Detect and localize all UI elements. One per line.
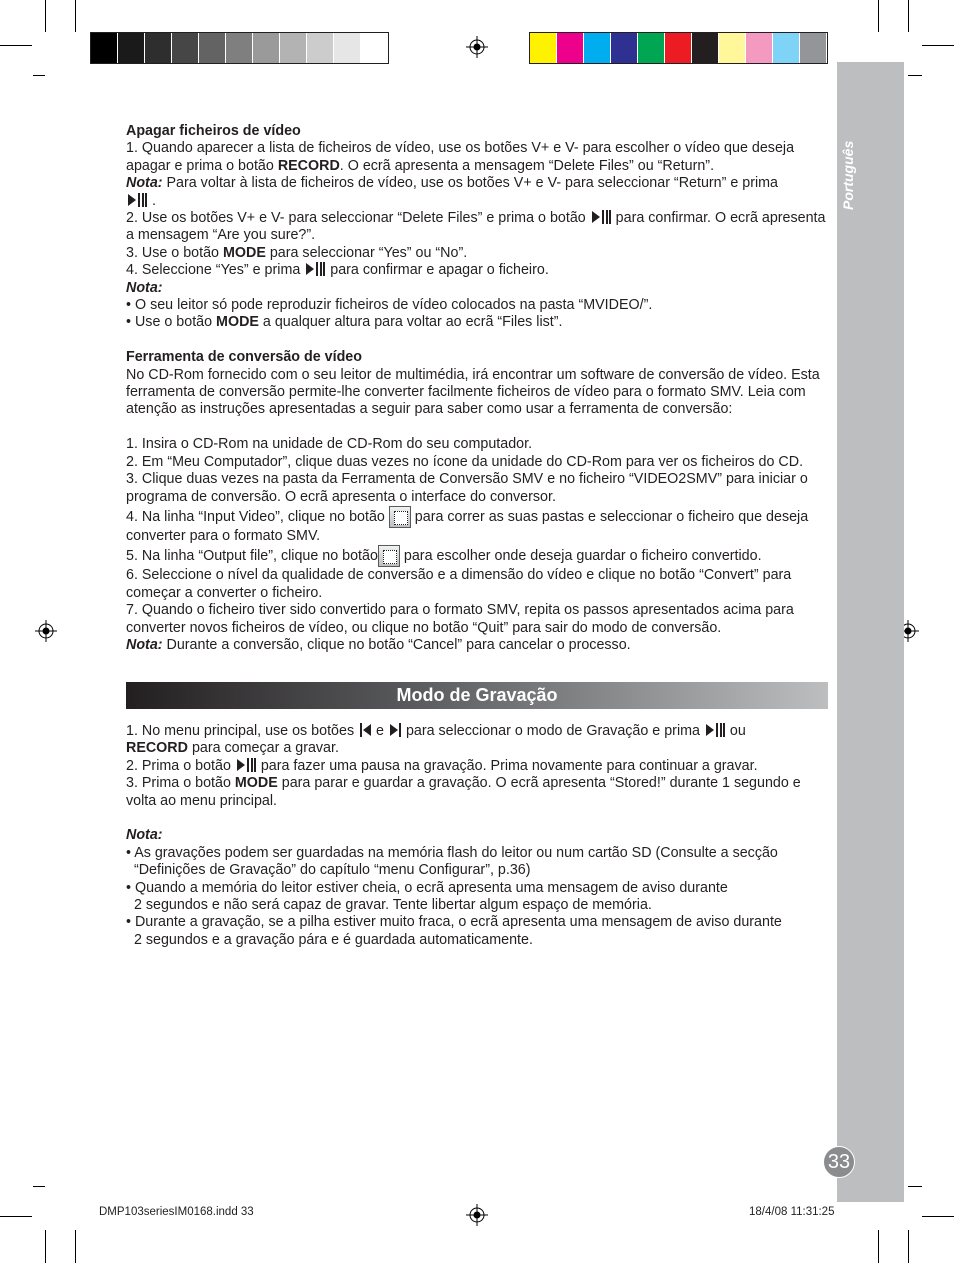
paragraph: 3. Use o botão MODE para seleccionar “Yes” ou “No”.	[126, 244, 468, 261]
crop-mark	[922, 45, 954, 46]
paragraph: 3. Prima o botão MODE para parar e guardar a gravação. O ecrã apresenta “Stored!” durante 1 segundo e volta ao menu principal.	[126, 775, 801, 809]
color-swatch	[665, 33, 692, 63]
paragraph: 1. Quando aparecer a lista de ficheiros de vídeo, use os botões V+ e V- para escolher o vídeo que deseja apagar e prima o botão RECORD. O ecrã apresenta a mensagem “Delete Files” ou “Return”.	[126, 140, 795, 174]
play-pause-icon	[704, 723, 726, 737]
crop-mark	[908, 0, 909, 32]
color-swatch	[118, 33, 145, 63]
color-swatch	[91, 33, 118, 63]
play-pause-icon	[235, 758, 257, 772]
language-sidebar	[837, 62, 904, 1202]
footer-datetime: 18/4/08 11:31:25	[749, 1206, 835, 1218]
play-pause-icon	[304, 262, 326, 276]
crop-mark	[908, 1230, 909, 1263]
color-swatch	[307, 33, 334, 63]
paragraph: 1. No menu principal, use os botões e para seleccionar o modo de Gravação e prima ou RECORD para começar a gravar.	[126, 723, 746, 757]
paragraph: 1. Insira o CD-Rom na unidade de CD-Rom do seu computador.	[126, 436, 533, 453]
registration-mark-icon	[35, 620, 57, 642]
color-swatch	[253, 33, 280, 63]
paragraph: 7. Quando o ficheiro tiver sido convertido para o formato SMV, repita os passos apresentados acima para converter novos ficheiros de vídeo, ou clique no botão “Quit” para sair do modo de conversão.	[126, 602, 794, 636]
process-color-bar	[529, 32, 828, 64]
browse-button-icon	[389, 506, 411, 528]
paragraph: 5. Na linha “Output file”, clique no botão para escolher onde deseja guardar o ficheiro convertido.	[126, 545, 828, 567]
registration-mark-icon	[466, 1204, 488, 1226]
crop-mark	[33, 1186, 45, 1187]
note-label: Nota:	[126, 827, 163, 844]
color-swatch	[226, 33, 253, 63]
paragraph: No CD-Rom fornecido com o seu leitor de multimédia, irá encontrar um software de conversão de vídeo. Esta ferramenta de conversão permite-lhe converter facilmente ficheiros de vídeo para o formato SMV. Leia com atenção as instruções apresentadas a seguir para saber como usar a ferramenta de conversão:	[126, 366, 820, 418]
color-swatch	[692, 33, 719, 63]
color-swatch	[557, 33, 584, 63]
crop-mark	[75, 1230, 76, 1263]
section-heading: Apagar ficheiros de vídeo	[126, 123, 301, 139]
paragraph: 3. Clique duas vezes na pasta da Ferramenta de Conversão SMV e no ficheiro “VIDEO2SMV” para iniciar o programa de conversão. O ecrã apresenta o interface do conversor.	[126, 471, 808, 505]
color-swatch	[145, 33, 172, 63]
color-swatch	[199, 33, 226, 63]
recording-text	[126, 723, 828, 949]
color-swatch	[638, 33, 665, 63]
language-label: Português	[840, 140, 856, 210]
paragraph: 4. Na linha “Input Video”, clique no botão para correr as suas pastas e seleccionar o ficheiro que deseja converter para o formato SMV.	[126, 506, 828, 545]
play-pause-icon	[126, 193, 148, 207]
note-label: Nota:	[126, 279, 163, 296]
paragraph: 6. Seleccione o nível da qualidade de conversão e a dimensão do vídeo e clique no botão “Convert” para começar a converter o ficheiro.	[126, 567, 792, 601]
color-swatch	[584, 33, 611, 63]
crop-mark	[33, 75, 45, 76]
bullet: • O seu leitor só pode reproduzir ficheiros de vídeo colocados na pasta “MVIDEO/”.	[126, 297, 653, 314]
crop-mark	[45, 0, 46, 32]
footer-filename: DMP103seriesIM0168.indd 33	[99, 1206, 254, 1218]
color-swatch	[719, 33, 746, 63]
color-swatch	[172, 33, 199, 63]
crop-mark	[0, 45, 32, 46]
crop-mark	[75, 0, 76, 32]
crop-mark	[0, 1216, 32, 1217]
section-heading: Ferramenta de conversão de vídeo	[126, 349, 362, 366]
section-banner: Modo de Gravação	[126, 682, 828, 709]
browse-button-icon	[378, 545, 400, 567]
color-swatch	[746, 33, 773, 63]
crop-mark	[45, 1230, 46, 1263]
color-swatch	[361, 33, 388, 63]
previous-icon	[358, 723, 372, 737]
crop-mark	[908, 1186, 922, 1187]
bullet: • Use o botão MODE a qualquer altura para voltar ao ecrã “Files list”.	[126, 314, 563, 331]
bullet: • As gravações podem ser guardadas na memória flash do leitor ou num cartão SD (Consulte a secção “Definições de Gravação” do capítulo “menu Configurar”, p.36)	[126, 844, 778, 879]
crop-mark	[878, 1230, 879, 1263]
crop-mark	[908, 75, 922, 76]
color-swatch	[334, 33, 361, 63]
main-text	[126, 123, 828, 654]
play-pause-icon	[590, 210, 612, 224]
crop-mark	[878, 0, 879, 32]
paragraph: 2. Use os botões V+ e V- para seleccionar “Delete Files” e prima o botão para confirmar. O ecrã apresenta a mensagem “Are you sure?”.	[126, 210, 826, 244]
color-swatch	[773, 33, 800, 63]
color-swatch	[530, 33, 557, 63]
paragraph: 2. Prima o botão para fazer uma pausa na gravação. Prima novamente para continuar a gravar.	[126, 757, 758, 774]
note: Nota: Durante a conversão, clique no botão “Cancel” para cancelar o processo.	[126, 636, 631, 653]
paragraph: 4. Seleccione “Yes” e prima para confirmar e apagar o ficheiro.	[126, 262, 549, 279]
color-swatch	[611, 33, 638, 63]
note: Nota: Para voltar à lista de ficheiros de vídeo, use os botões V+ e V- para seleccionar “Return” e prima .	[126, 175, 779, 209]
color-swatch	[280, 33, 307, 63]
bullet: • Quando a memória do leitor estiver cheia, o ecrã apresenta uma mensagem de aviso durante 2 segundos e não será capaz de gravar. Tente libertar algum espaço de memória.	[126, 879, 728, 914]
crop-mark	[922, 1216, 954, 1217]
page-number: 33	[823, 1146, 855, 1178]
registration-mark-icon	[466, 36, 488, 58]
bullet: • Durante a gravação, se a pilha estiver muito fraca, o ecrã apresenta uma mensagem de aviso durante 2 segundos e a gravação pára e é guardada automaticamente.	[126, 914, 782, 948]
next-icon	[388, 723, 402, 737]
grayscale-color-bar	[90, 32, 389, 64]
paragraph: 2. Em “Meu Computador”, clique duas vezes no ícone da unidade do CD-Rom para ver os ficheiros do CD.	[126, 453, 804, 470]
color-swatch	[800, 33, 827, 63]
